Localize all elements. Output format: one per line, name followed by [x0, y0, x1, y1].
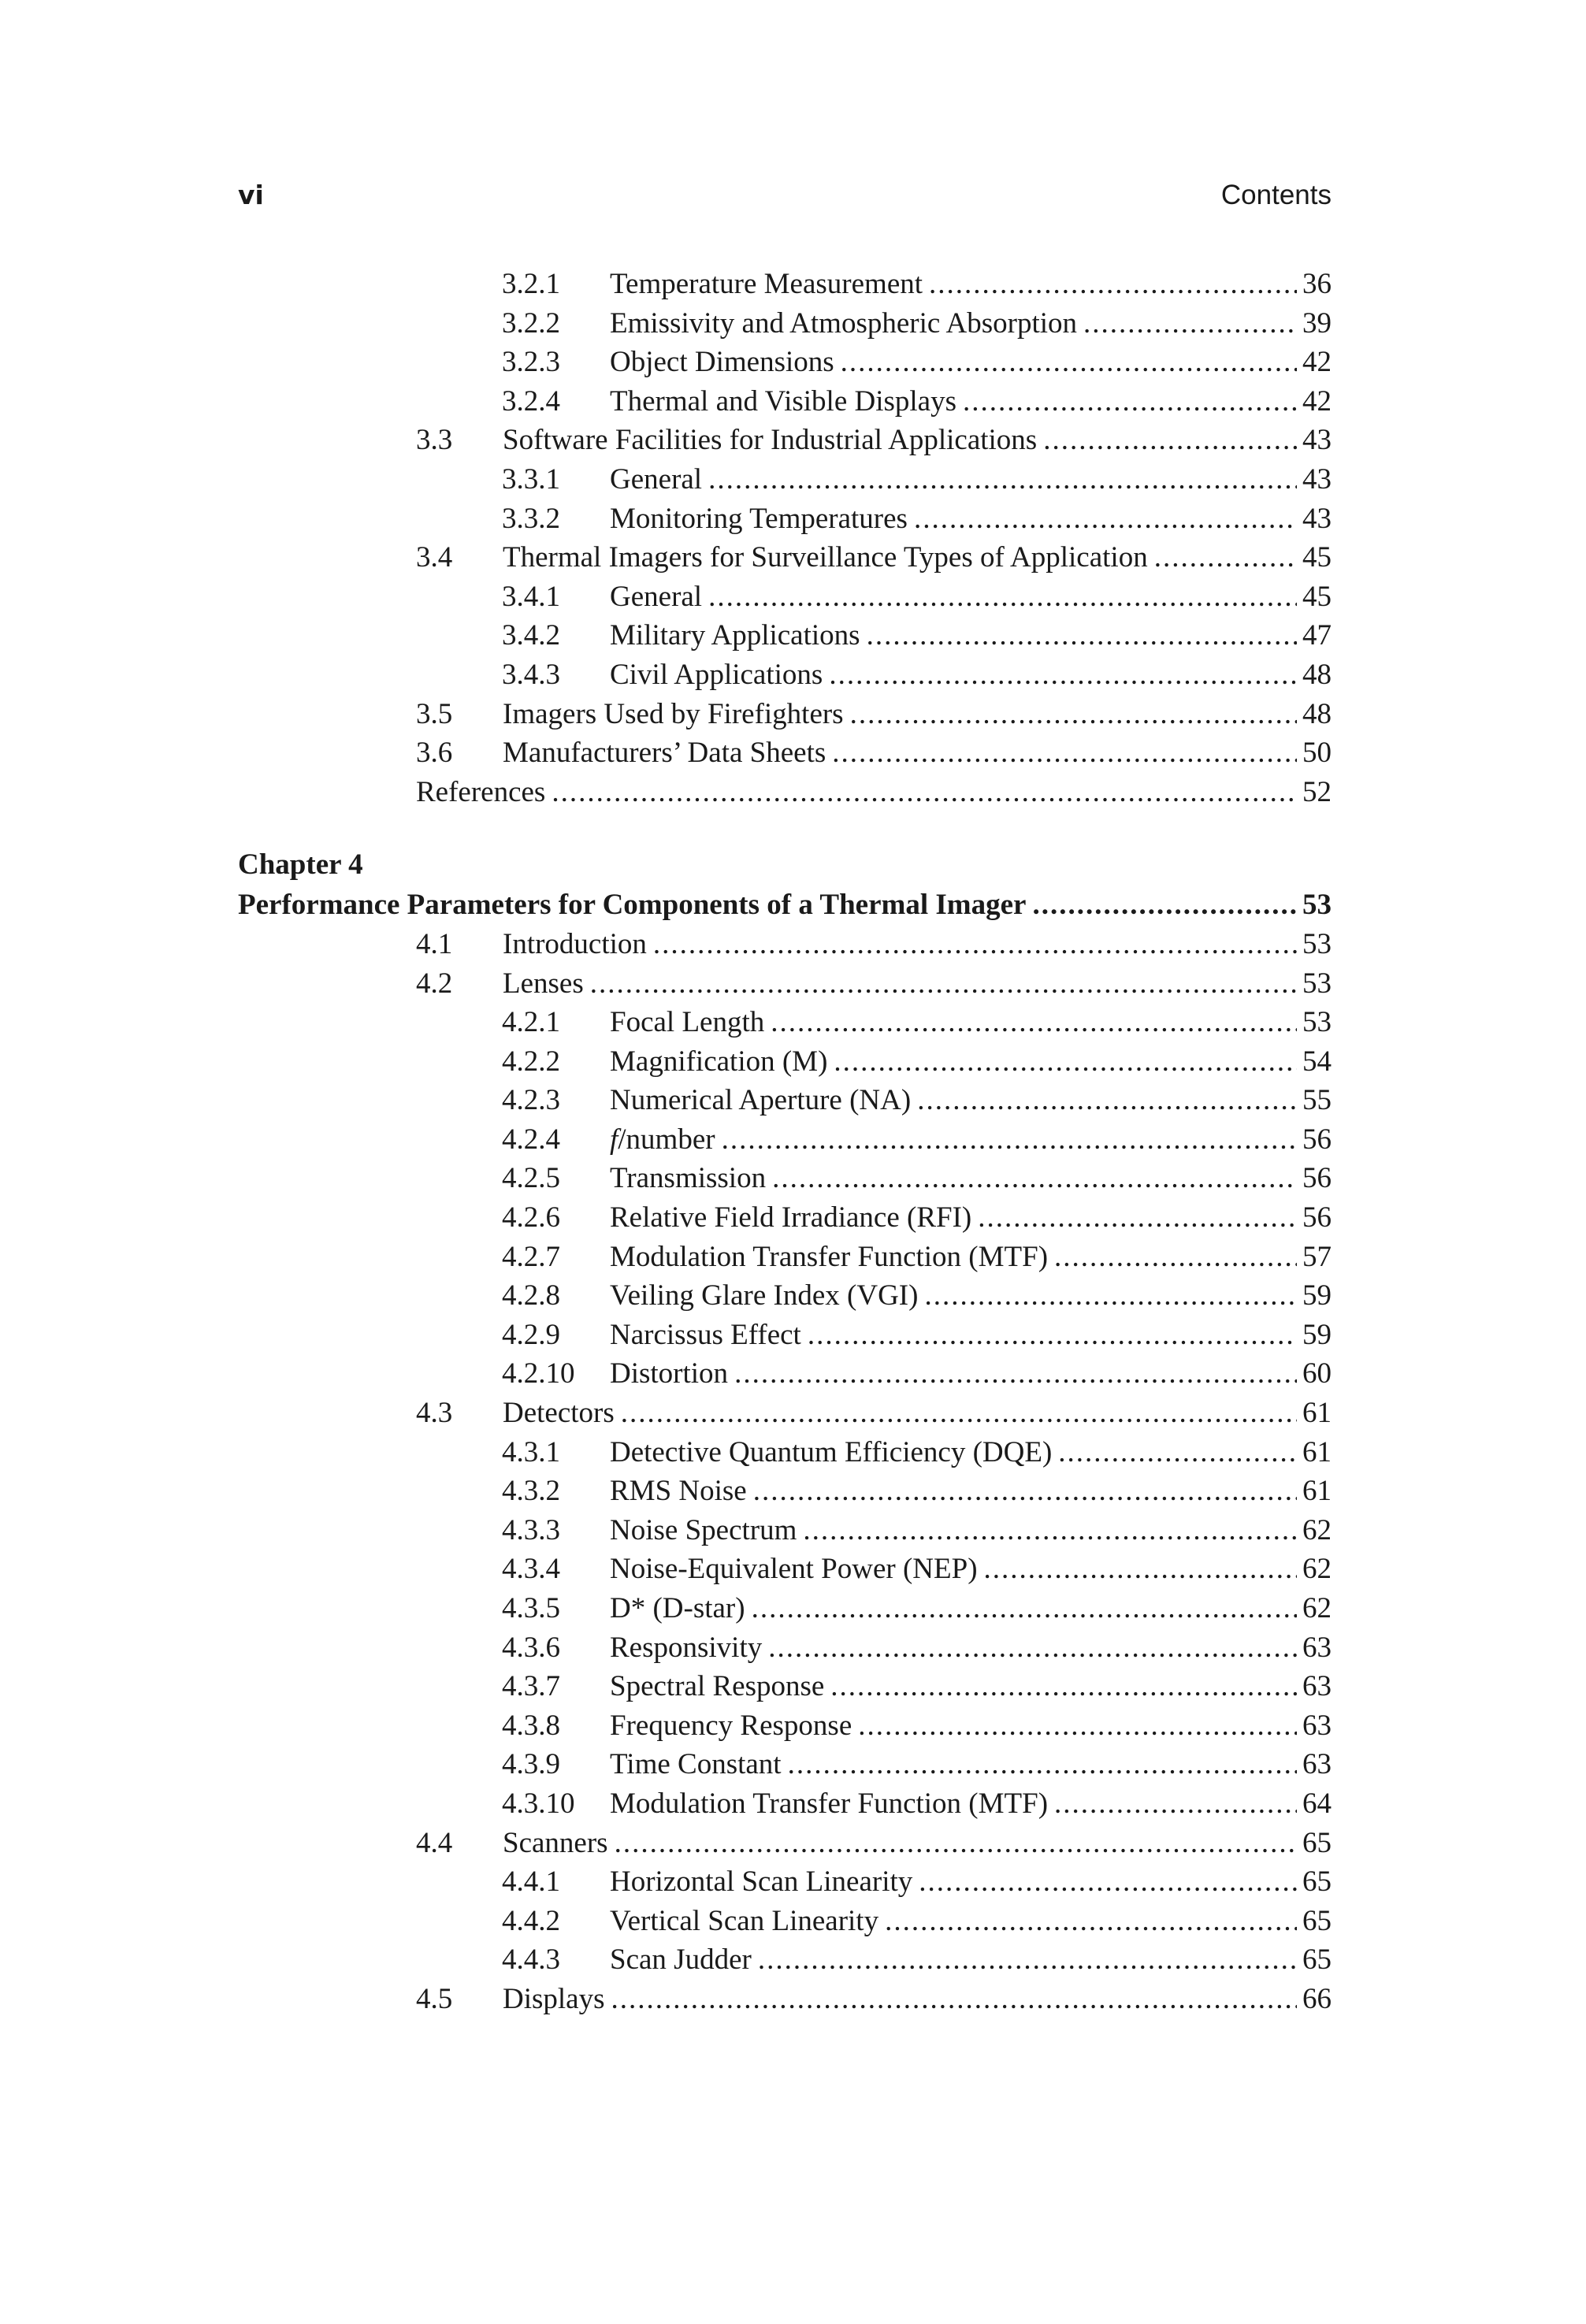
page-folio: vi	[238, 180, 264, 210]
toc-entry[interactable]	[238, 1433, 1332, 1472]
dot-leader	[917, 1081, 1297, 1120]
toc-entry-page-number: 45	[1302, 580, 1332, 613]
toc-entry-title: Numerical Aperture (NA)	[610, 1081, 914, 1120]
dot-leader	[708, 460, 1297, 499]
toc-entry[interactable]	[238, 1706, 1332, 1746]
toc-entry-number: 4.3.1	[502, 1435, 560, 1468]
toc-entry-number: 3.2.1	[502, 268, 560, 300]
toc-entry[interactable]	[238, 577, 1332, 617]
toc-entry-title: Detective Quantum Efficiency (DQE)	[610, 1433, 1055, 1472]
dot-leader	[772, 1159, 1297, 1198]
toc-entry-page-number: 47	[1302, 619, 1332, 652]
dot-leader	[1032, 885, 1297, 925]
toc-entry-number: 4.2.10	[502, 1357, 575, 1390]
dot-leader	[919, 1862, 1297, 1902]
toc-entry-title: General	[610, 460, 705, 499]
toc-entry[interactable]	[238, 538, 1332, 577]
toc-entry-page-number: 61	[1302, 1397, 1332, 1430]
toc-entry[interactable]	[238, 925, 1332, 964]
toc-entry-page-number: 48	[1302, 697, 1332, 730]
chapter-heading	[238, 845, 1332, 925]
toc-entry-title: Magnification (M)	[610, 1042, 830, 1082]
dot-leader	[1043, 421, 1297, 460]
toc-entry[interactable]	[238, 1003, 1332, 1042]
toc-entry[interactable]	[238, 1472, 1332, 1511]
toc-entry[interactable]	[238, 964, 1332, 1004]
toc-entry-title: Thermal and Visible Displays	[610, 382, 960, 421]
toc-entry[interactable]	[238, 655, 1332, 695]
toc-entry-number: 4.3.3	[502, 1513, 560, 1546]
toc-entry[interactable]	[238, 1276, 1332, 1316]
toc-entry[interactable]	[238, 1667, 1332, 1706]
dot-leader	[867, 616, 1297, 655]
toc-entry-page-number: 62	[1302, 1592, 1332, 1624]
dot-leader	[1083, 304, 1297, 343]
toc-entry-page-number: 54	[1302, 1045, 1332, 1078]
toc-entry[interactable]	[238, 1980, 1332, 2019]
dot-leader	[850, 695, 1297, 734]
toc-entry-number: 4.4.2	[502, 1904, 560, 1937]
toc-entry-title: References	[416, 773, 548, 812]
toc-entry-number: 3.4.3	[502, 658, 560, 691]
toc-entry-title: Scanners	[503, 1824, 611, 1863]
dot-leader	[1054, 1784, 1297, 1824]
chapter-page-number: 53	[1302, 889, 1332, 922]
toc-entry-page-number: 64	[1302, 1787, 1332, 1820]
dot-leader	[1154, 538, 1297, 577]
toc-entry-page-number: 62	[1302, 1553, 1332, 1586]
toc-entry-page-number: 42	[1302, 384, 1332, 418]
toc-entry-title: Temperature Measurement	[610, 265, 926, 304]
toc-entry-title: f/number	[610, 1120, 719, 1160]
toc-entry-number: 4.3.10	[502, 1787, 575, 1820]
toc-entry-number: 4.2.7	[502, 1240, 560, 1273]
toc-entry-title: Noise-Equivalent Power (NEP)	[610, 1550, 981, 1589]
toc-entry-title: Spectral Response	[610, 1667, 827, 1706]
toc-entry-title: Lenses	[503, 964, 587, 1004]
toc-entry-page-number: 52	[1302, 775, 1332, 808]
dot-leader	[771, 1003, 1297, 1042]
toc-entry[interactable]	[238, 1824, 1332, 1863]
dot-leader	[858, 1706, 1297, 1746]
toc-entry-number: 3.2.3	[502, 346, 560, 379]
toc-entry-page-number: 43	[1302, 502, 1332, 535]
toc-entry-title: Monitoring Temperatures	[610, 499, 911, 539]
toc-entry-title: Modulation Transfer Function (MTF)	[610, 1784, 1051, 1824]
toc-entry-title: Noise Spectrum	[610, 1511, 800, 1550]
toc-entry-title: Introduction	[503, 925, 650, 964]
toc-entry[interactable]	[238, 1316, 1332, 1355]
toc-entry[interactable]	[238, 1784, 1332, 1824]
dot-leader	[722, 1120, 1297, 1160]
toc-entry-number: 4.3	[416, 1397, 453, 1430]
toc-entry-number: 4.2.5	[502, 1162, 560, 1195]
toc-entry-title: Transmission	[610, 1159, 769, 1198]
toc-entry-page-number: 65	[1302, 1904, 1332, 1937]
toc-entry-title: Manufacturers’ Data Sheets	[503, 733, 829, 773]
dot-leader	[1054, 1238, 1297, 1277]
dot-leader	[788, 1745, 1297, 1784]
toc-entry-title: Software Facilities for Industrial Applications	[503, 421, 1040, 460]
dot-leader	[752, 1589, 1297, 1628]
chapter-title-entry[interactable]	[238, 885, 1332, 925]
dot-leader	[653, 925, 1297, 964]
toc-entry-page-number: 43	[1302, 424, 1332, 457]
toc-entry-title: Distortion	[610, 1354, 731, 1394]
toc-entry-number: 4.2.6	[502, 1201, 560, 1234]
toc-entry[interactable]	[238, 1081, 1332, 1120]
toc-entry-page-number: 57	[1302, 1240, 1332, 1273]
toc-entry-number: 4.2.1	[502, 1006, 560, 1039]
toc-entry[interactable]	[238, 304, 1332, 343]
toc-entry-title: Frequency Response	[610, 1706, 855, 1746]
toc-entry-page-number: 53	[1302, 967, 1332, 1000]
toc-entry-page-number: 59	[1302, 1279, 1332, 1312]
toc-entry-title: Narcissus Effect	[610, 1316, 804, 1355]
toc-entry[interactable]	[238, 733, 1332, 773]
toc-entry-page-number: 61	[1302, 1475, 1332, 1508]
toc-entry-number: 4.2.9	[502, 1318, 560, 1351]
dot-leader	[929, 265, 1297, 304]
toc-entry[interactable]	[238, 1198, 1332, 1238]
toc-entry-page-number: 65	[1302, 1826, 1332, 1859]
page-header	[238, 180, 1332, 214]
chapter-title: Performance Parameters for Components of a Thermal Imager	[238, 885, 1029, 925]
toc-entry-number: 4.5	[416, 1982, 453, 2015]
toc-entry-number: 4.3.2	[502, 1475, 560, 1508]
toc-entry[interactable]	[238, 773, 1332, 812]
toc-entry-number: 3.2.2	[502, 306, 560, 340]
toc-entry-title: Emissivity and Atmospheric Absorption	[610, 304, 1080, 343]
toc-entry-page-number: 62	[1302, 1513, 1332, 1546]
dot-leader	[753, 1472, 1297, 1511]
toc-entry-page-number: 61	[1302, 1435, 1332, 1468]
toc-entry-title: RMS Noise	[610, 1472, 750, 1511]
toc-entry[interactable]	[238, 1511, 1332, 1550]
toc-entry-number: 3.4	[416, 541, 453, 574]
toc-section-chapter4	[238, 925, 1332, 2019]
toc-entry-title: Civil Applications	[610, 655, 826, 695]
toc-entry-number: 3.6	[416, 737, 453, 770]
toc-entry-page-number: 63	[1302, 1709, 1332, 1742]
toc-entry-number: 4.4.3	[502, 1943, 560, 1977]
toc-entry[interactable]	[238, 1042, 1332, 1082]
toc-entry-number: 3.5	[416, 697, 453, 730]
toc-entry[interactable]	[238, 460, 1332, 499]
toc-entry[interactable]	[238, 265, 1332, 304]
toc-entry[interactable]	[238, 1862, 1332, 1902]
toc-entry-number: 3.2.4	[502, 384, 560, 418]
toc-entry-title: Thermal Imagers for Surveillance Types of Application	[503, 538, 1151, 577]
toc-entry-number: 4.2.4	[502, 1123, 560, 1156]
toc-entry[interactable]	[238, 382, 1332, 421]
toc-entry-number: 4.3.4	[502, 1553, 560, 1586]
toc-entry-title: Responsivity	[610, 1628, 765, 1668]
toc-entry-page-number: 63	[1302, 1631, 1332, 1664]
toc-entry-page-number: 55	[1302, 1084, 1332, 1117]
toc-entry[interactable]	[238, 1902, 1332, 1941]
toc-entry-number: 4.2.2	[502, 1045, 560, 1078]
toc-entry-title: Time Constant	[610, 1745, 785, 1784]
toc-entry-page-number: 63	[1302, 1748, 1332, 1781]
dot-leader	[841, 343, 1297, 382]
dot-leader	[984, 1550, 1297, 1589]
toc-entry-title: Horizontal Scan Linearity	[610, 1862, 916, 1902]
toc-entry-page-number: 53	[1302, 1006, 1332, 1039]
table-of-contents	[238, 265, 1332, 2019]
running-title: Contents	[1220, 180, 1332, 210]
toc-entry[interactable]	[238, 1940, 1332, 1980]
toc-entry-page-number: 50	[1302, 737, 1332, 770]
dot-leader	[590, 964, 1297, 1004]
toc-entry-page-number: 42	[1302, 346, 1332, 379]
dot-leader	[734, 1354, 1297, 1394]
dot-leader	[1058, 1433, 1297, 1472]
toc-entry-page-number: 65	[1302, 1866, 1332, 1899]
toc-entry-page-number: 66	[1302, 1982, 1332, 2015]
toc-section-top	[238, 265, 1332, 811]
toc-entry-number: 3.3.2	[502, 502, 560, 535]
toc-entry-number: 4.2	[416, 967, 453, 1000]
toc-entry-number: 4.3.7	[502, 1670, 560, 1703]
toc-entry[interactable]	[238, 499, 1332, 539]
dot-leader	[885, 1902, 1297, 1941]
toc-entry[interactable]	[238, 1745, 1332, 1784]
toc-entry-title: Displays	[503, 1980, 608, 2019]
toc-entry[interactable]	[238, 1589, 1332, 1628]
toc-entry-title: Scan Judder	[610, 1940, 755, 1980]
toc-entry-number: 4.2.3	[502, 1084, 560, 1117]
toc-entry-number: 3.3	[416, 424, 453, 457]
dot-leader	[829, 655, 1297, 695]
dot-leader	[808, 1316, 1297, 1355]
toc-entry-page-number: 45	[1302, 541, 1332, 574]
toc-entry-number: 4.2.8	[502, 1279, 560, 1312]
toc-entry-title: Veiling Glare Index (VGI)	[610, 1276, 921, 1316]
dot-leader	[552, 773, 1297, 812]
toc-entry-page-number: 36	[1302, 268, 1332, 300]
toc-entry[interactable]	[238, 1159, 1332, 1198]
dot-leader	[832, 733, 1297, 773]
toc-entry-page-number: 48	[1302, 658, 1332, 691]
toc-entry[interactable]	[238, 1394, 1332, 1433]
toc-entry[interactable]	[238, 1628, 1332, 1668]
toc-entry[interactable]	[238, 421, 1332, 460]
toc-entry-title: Detectors	[503, 1394, 618, 1433]
toc-entry-number: 4.4.1	[502, 1866, 560, 1899]
toc-entry-page-number: 56	[1302, 1162, 1332, 1195]
toc-entry[interactable]	[238, 1238, 1332, 1277]
dot-leader	[963, 382, 1297, 421]
toc-entry-page-number: 56	[1302, 1123, 1332, 1156]
toc-entry-number: 4.3.6	[502, 1631, 560, 1664]
toc-entry[interactable]	[238, 1354, 1332, 1394]
toc-entry[interactable]	[238, 1120, 1332, 1160]
toc-entry-page-number: 56	[1302, 1201, 1332, 1234]
toc-entry-page-number: 53	[1302, 927, 1332, 960]
toc-entry-number: 4.3.9	[502, 1748, 560, 1781]
toc-entry-title: Focal Length	[610, 1003, 767, 1042]
dot-leader	[834, 1042, 1297, 1082]
toc-entry-page-number: 39	[1302, 306, 1332, 340]
toc-entry-title: Modulation Transfer Function (MTF)	[610, 1238, 1051, 1277]
toc-entry[interactable]	[238, 695, 1332, 734]
toc-entry-number: 4.1	[416, 927, 453, 960]
toc-entry-title: D* (D-star)	[610, 1589, 748, 1628]
dot-leader	[768, 1628, 1297, 1668]
toc-entry[interactable]	[238, 343, 1332, 382]
toc-entry-page-number: 43	[1302, 462, 1332, 496]
dot-leader	[621, 1394, 1297, 1433]
toc-entry-page-number: 65	[1302, 1943, 1332, 1977]
dot-leader	[803, 1511, 1297, 1550]
toc-entry-number: 3.4.2	[502, 619, 560, 652]
dot-leader	[924, 1276, 1297, 1316]
dot-leader	[914, 499, 1297, 539]
toc-entry-number: 3.4.1	[502, 580, 560, 613]
toc-entry-number: 4.3.5	[502, 1592, 560, 1624]
dot-leader	[830, 1667, 1297, 1706]
toc-entry-page-number: 60	[1302, 1357, 1332, 1390]
toc-entry-number: 4.3.8	[502, 1709, 560, 1742]
toc-entry[interactable]	[238, 1550, 1332, 1589]
toc-entry-title: Imagers Used by Firefighters	[503, 695, 847, 734]
toc-entry-page-number: 63	[1302, 1670, 1332, 1703]
dot-leader	[611, 1980, 1298, 2019]
toc-entry-title: General	[610, 577, 705, 617]
toc-entry-page-number: 59	[1302, 1318, 1332, 1351]
dot-leader	[758, 1940, 1297, 1980]
toc-entry-title: Vertical Scan Linearity	[610, 1902, 882, 1941]
chapter-label: Chapter 4	[238, 848, 363, 882]
toc-entry-title: Object Dimensions	[610, 343, 838, 382]
toc-entry-title: Relative Field Irradiance (RFI)	[610, 1198, 975, 1238]
toc-entry-number: 4.4	[416, 1826, 453, 1859]
toc-entry-title: Military Applications	[610, 616, 864, 655]
dot-leader	[615, 1824, 1297, 1863]
toc-entry-number: 3.3.1	[502, 462, 560, 496]
dot-leader	[708, 577, 1297, 617]
toc-entry[interactable]	[238, 616, 1332, 655]
dot-leader	[978, 1198, 1297, 1238]
